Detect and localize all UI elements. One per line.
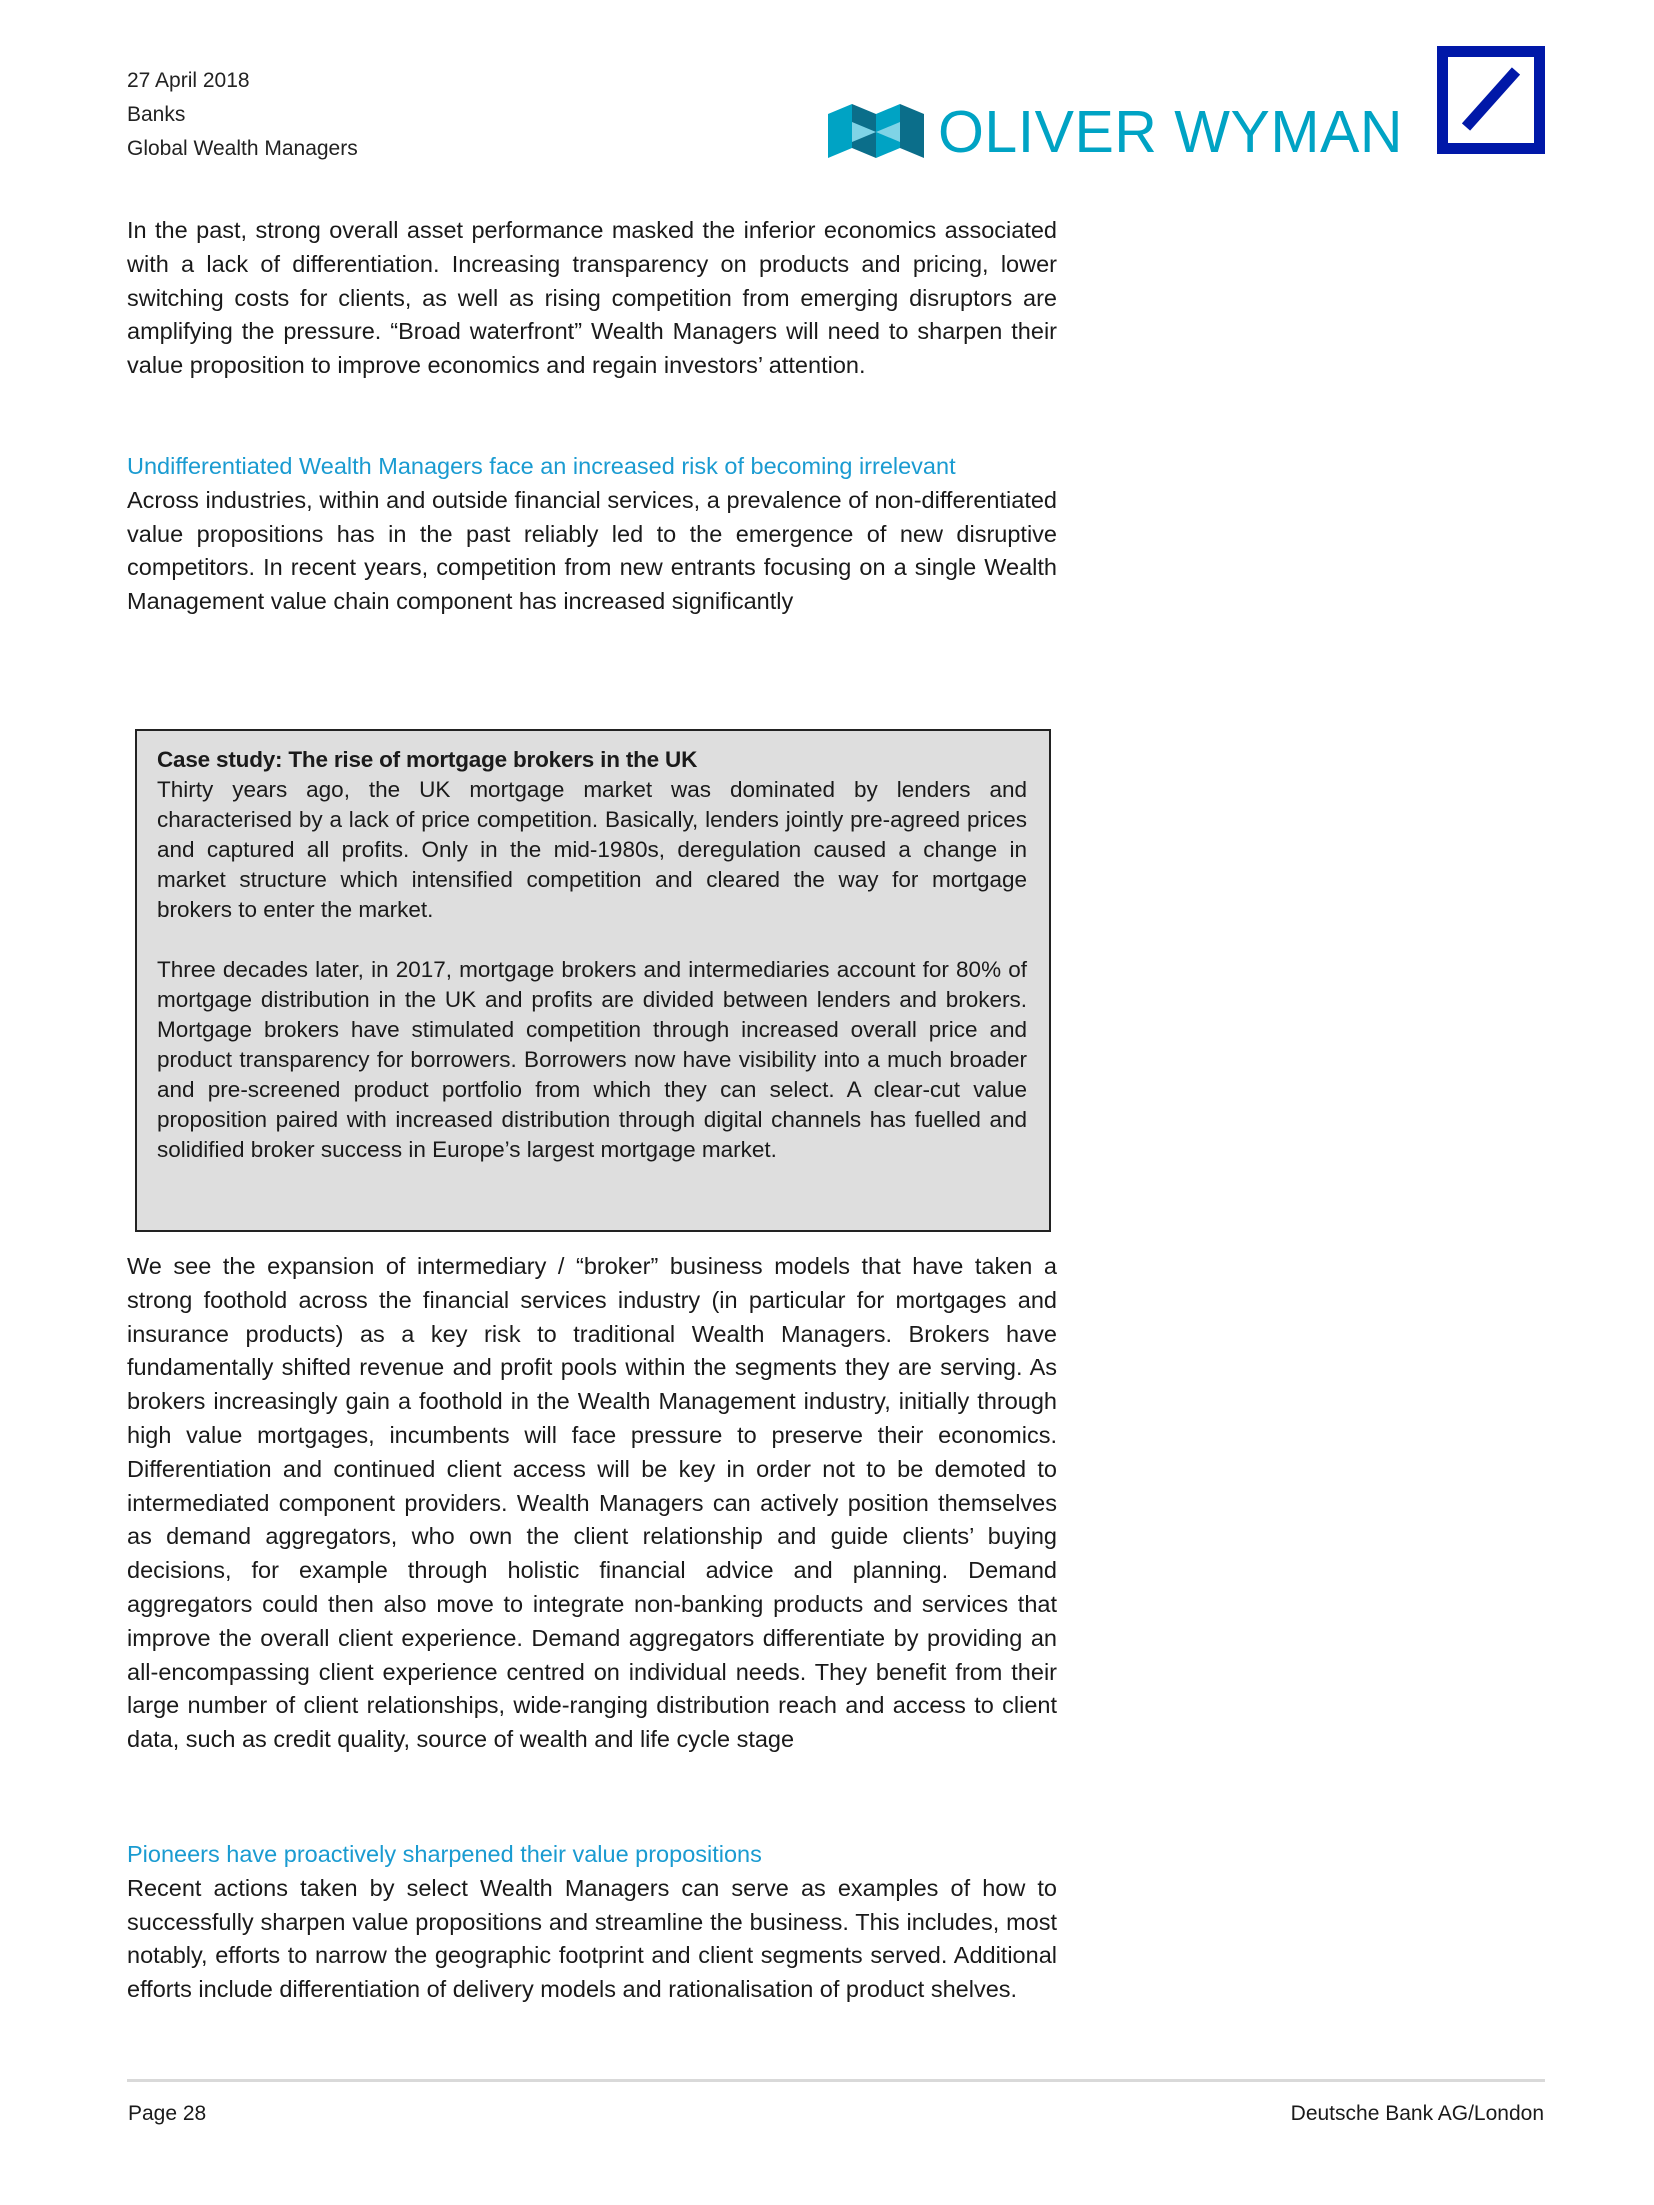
oliver-wyman-wordmark: OLIVER WYMAN <box>938 99 1403 165</box>
case-study-title: Case study: The rise of mortgage brokers in the UK <box>157 747 698 772</box>
section-heading-pioneers: Pioneers have proactively sharpened their value propositions <box>127 1841 762 1867</box>
intro-paragraph: In the past, strong overall asset performance masked the inferior economics associated with a lack of differentiation. Increasing transparency on products and pricing, lower switching costs for clients, as well as rising competition from emerging disruptors are amplifying the pressure. “Broad waterfront” Wealth Managers will need to sharpen their value proposition to improve economics and regain investors’ attention. <box>127 217 1057 379</box>
case-study-paragraph-1: Thirty years ago, the UK mortgage market was dominated by lenders and characterised by a lack of price competition. Basically, lenders jointly pre-agreed prices and captured all profits. Only in the mid-1980s, deregulation caused a change in market structure which intensified competition and cleared the way for mortgage brokers to enter the market. <box>157 777 1027 922</box>
header-meta <box>127 64 358 166</box>
footer-divider <box>127 2079 1545 2082</box>
publisher-name: Deutsche Bank AG/London <box>1290 2102 1544 2125</box>
section-undifferentiated <box>127 450 1057 619</box>
case-study-paragraph-2: Three decades later, in 2017, mortgage brokers and intermediaries account for 80% of mortgage distribution in the UK and profits are divided between lenders and brokers. Mortgage brokers have stimulated competition through increased overall price and product transparency for borrowers. Borrowers now have visibility into a much broader and pre-screened product portfolio from which they can select. A clear-cut value proposition paired with increased distribution through digital channels has fuelled and solidified broker success in Europe’s largest mortgage market. <box>157 957 1027 1162</box>
section-paragraph-undifferentiated: Across industries, within and outside financial services, a prevalence of non-differentiated value propositions has in the past reliably led to the emergence of new disruptive competitors. In recent years, competition from new entrants focusing on a single Wealth Management value chain component has increased significantly <box>127 486 1057 615</box>
case-study-box <box>135 729 1051 1232</box>
report-sector: Banks <box>127 103 186 126</box>
brokers-paragraph: We see the expansion of intermediary / “broker” business models that have taken a strong foothold across the financial services industry (in particular for mortgages and insurance products) as a key risk to traditional Wealth Managers. Brokers have fundamentally shifted revenue and profit pools within the segments they are serving. As brokers increasingly gain a foothold in the Wealth Management industry, initially through high value mortgages, incumbents will face pressure to preserve their economics. Differentiation and continued client access will be key in order not to be demoted to intermediated component providers. Wealth Managers can actively position themselves as demand aggregators, who own the client relationship and guide clients’ buying decisions, for example through holistic financial advice and planning. Demand aggregators could then also move to integrate non-banking products and services that improve the overall client experience. Demand aggregators differentiate by providing an all-encompassing client experience centred on individual needs. They benefit from their large number of client relationships, wide-ranging distribution reach and access to client data, such as credit quality, source of wealth and life cycle stage <box>127 1253 1057 1753</box>
section-pioneers <box>127 1838 1057 2007</box>
page-number: Page 28 <box>128 2102 207 2125</box>
oliver-wyman-logo <box>828 100 1428 164</box>
section-heading-undifferentiated: Undifferentiated Wealth Managers face an increased risk of becoming irrelevant <box>127 453 956 479</box>
report-title: Global Wealth Managers <box>127 137 358 160</box>
section-brokers <box>127 1250 1057 1757</box>
deutsche-bank-logo-icon <box>1437 46 1545 154</box>
oliver-wyman-mark-icon <box>828 104 924 158</box>
report-date: 27 April 2018 <box>127 69 250 92</box>
intro-section <box>127 214 1057 383</box>
section-paragraph-pioneers: Recent actions taken by select Wealth Managers can serve as examples of how to successfully sharpen value propositions and streamline the business. This includes, most notably, efforts to narrow the geographic footprint and client segments served. Additional efforts include differentiation of delivery models and rationalisation of product shelves. <box>127 1874 1057 2003</box>
